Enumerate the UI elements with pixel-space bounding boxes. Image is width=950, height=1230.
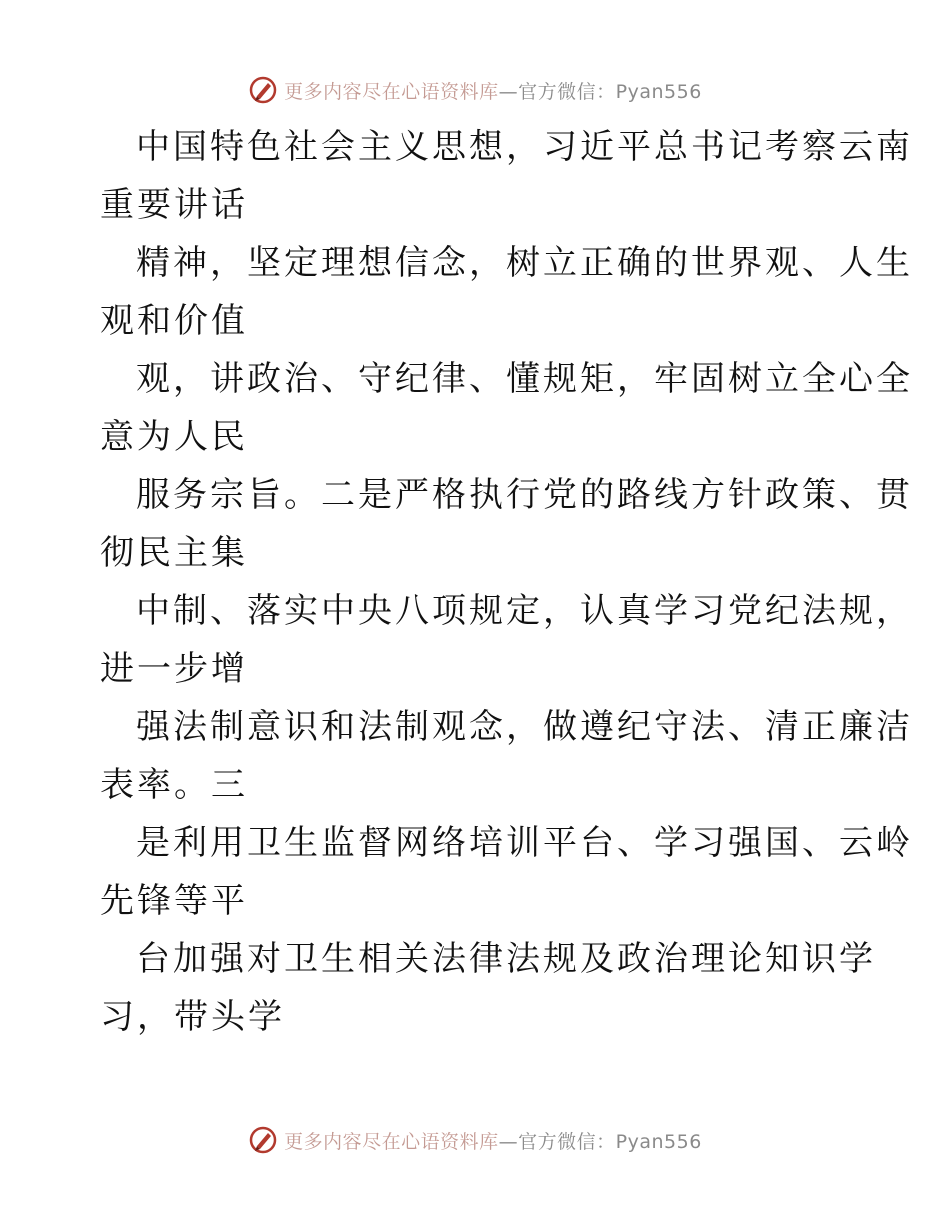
paragraph-line: 服务宗旨。二是严格执行党的路线方针政策、贯: [136, 475, 913, 515]
pen-logo-icon: [248, 1125, 278, 1155]
header-banner-wechat: 官方微信：Pyan556: [518, 80, 702, 103]
paragraph-line: 习，带头学: [100, 997, 285, 1037]
header-banner-text: [284, 77, 702, 104]
footer-watermark-banner: [0, 1120, 950, 1160]
paragraph-line: 进一步增: [100, 649, 248, 689]
paragraph: [100, 814, 913, 930]
paragraph: [100, 466, 913, 582]
paragraph-line: 强法制意识和法制观念，做遵纪守法、清正廉洁: [136, 707, 913, 747]
paragraph-line: 表率。三: [100, 765, 248, 805]
paragraph-line: 中国特色社会主义思想，习近平总书记考察云南: [136, 127, 913, 167]
footer-banner-main: 更多内容尽在心语资料库: [284, 1130, 499, 1153]
paragraph-line: 先锋等平: [100, 881, 248, 921]
header-banner-separator: —: [498, 80, 519, 103]
paragraph: [100, 234, 913, 350]
header-watermark-banner: [0, 70, 950, 110]
paragraph-line: 中制、落实中央八项规定，认真学习党纪法规，: [136, 591, 913, 631]
paragraph: [100, 350, 913, 466]
header-banner-main: 更多内容尽在心语资料库: [284, 80, 499, 103]
paragraph-line: 是利用卫生监督网络培训平台、学习强国、云岭: [136, 823, 913, 863]
paragraph-line: 观，讲政治、守纪律、懂规矩，牢固树立全心全: [136, 359, 913, 399]
footer-banner-text: [284, 1127, 702, 1154]
footer-banner-wechat: 官方微信：Pyan556: [518, 1130, 702, 1153]
paragraph-line: 彻民主集: [100, 533, 248, 573]
document-body: [100, 118, 913, 1046]
paragraph-line: 台加强对卫生相关法律法规及政治理论知识学: [136, 939, 876, 979]
footer-banner-separator: —: [498, 1130, 519, 1153]
paragraph: [100, 582, 913, 698]
paragraph-line: 重要讲话: [100, 185, 248, 225]
paragraph-line: 意为人民: [100, 417, 248, 457]
paragraph: [100, 930, 876, 1046]
paragraph: [100, 118, 913, 234]
paragraph-line: 精神，坚定理想信念，树立正确的世界观、人生: [136, 243, 913, 283]
paragraph: [100, 698, 913, 814]
pen-logo-icon: [248, 75, 278, 105]
paragraph-line: 观和价值: [100, 301, 248, 341]
